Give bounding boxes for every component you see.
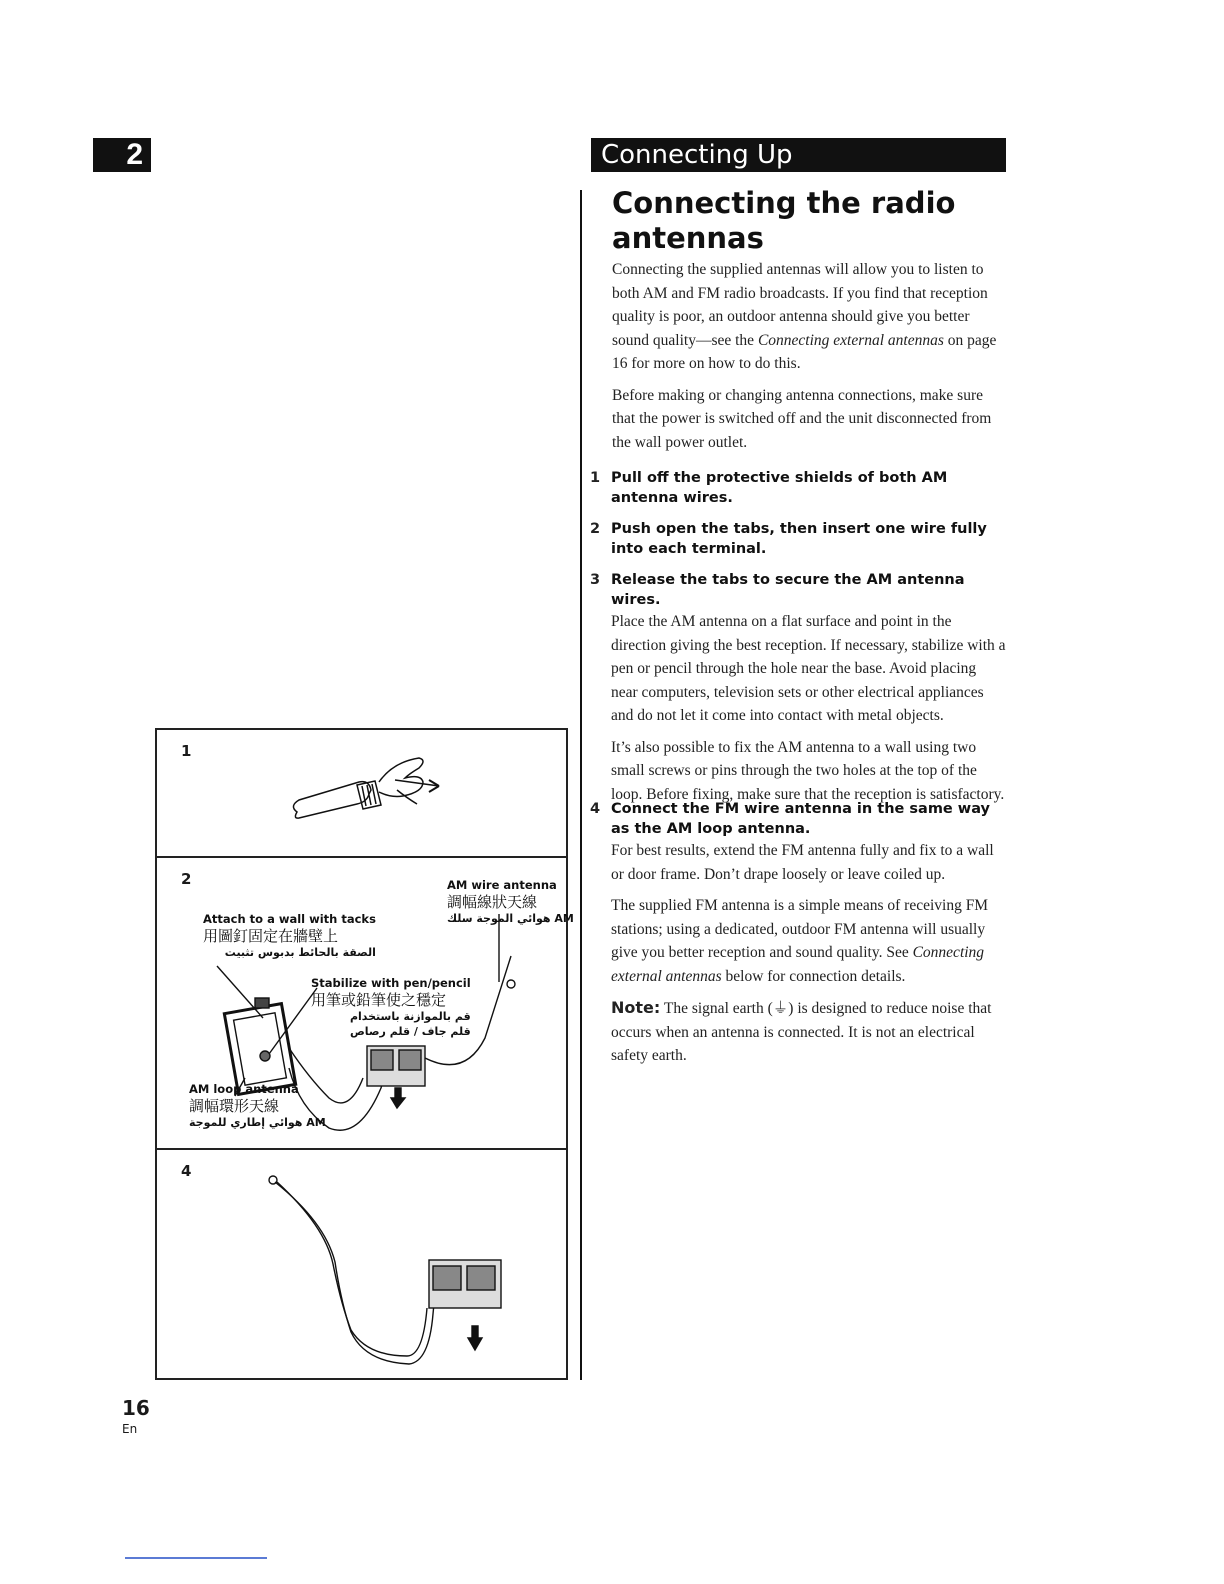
figure-panel-4	[155, 1148, 568, 1380]
label-zh: 調幅環形天線	[189, 1097, 280, 1115]
intro-p1-crossref: Connecting external antennas	[757, 331, 944, 349]
page-number: 16	[122, 1396, 150, 1420]
step-4-text-b: below for connection details.	[721, 967, 906, 985]
footer-line	[125, 1557, 267, 1559]
label-zh: 用筆或鉛筆使之穩定	[311, 991, 447, 1009]
step-1	[590, 468, 1006, 508]
intro-paragraph-2: Before making or changing antenna connections, make sure that the power is switched off and the unit disconnected from the wall power outlet.	[612, 386, 992, 451]
intro-text	[612, 258, 1004, 462]
note-text-a: The signal earth (	[660, 1000, 773, 1017]
step-4-text-a: The supplied FM antenna is a simple means of receiving FM stations; using a dedicated, outdoor FM antenna will usually give you better reception and sound quality. See	[611, 897, 989, 961]
note-label: Note:	[611, 998, 661, 1017]
step-3-paragraph-2: It’s also possible to fix the AM antenna to a wall using two small screws or pins through the two holes at the top of the loop. Before fixing, make sure that the reception is satisfactory.	[611, 738, 1005, 803]
panel-number: 4	[181, 1162, 192, 1180]
am-loop-antenna-label	[189, 1082, 326, 1130]
step-title: Connect the FM wire antenna in the same way as the AM loop antenna.	[611, 801, 990, 837]
heading-line-1: Connecting the radio	[612, 186, 956, 220]
step-number: 3	[590, 572, 601, 588]
signal-earth-icon: ⏚	[772, 1000, 789, 1017]
step-4	[590, 799, 1006, 1076]
intro-p1-text-b: on page 16 for more on how to do this.	[612, 331, 997, 372]
section-title-bar: Connecting Up	[591, 138, 1006, 172]
label-zh: 調幅線狀天線	[447, 893, 538, 911]
page-heading	[612, 186, 1002, 256]
panel-number: 2	[181, 870, 192, 888]
step-4-paragraph-2	[611, 894, 1006, 988]
label-ar: الصقة بالحائط بدبوس تثبيت	[224, 946, 376, 959]
wire-shield-illustration	[157, 730, 566, 856]
figure-panel-1	[155, 728, 568, 858]
label-en: AM wire antenna	[447, 878, 557, 892]
fm-antenna-illustration	[157, 1150, 566, 1378]
step-title: Pull off the protective shields of both AM antenna wires.	[611, 470, 948, 506]
note-text-b: ) is designed to reduce noise that occurs when an antenna is connected. It is not an electrical safety earth.	[611, 1000, 992, 1064]
label-zh: 用圖釘固定在牆壁上	[203, 927, 339, 945]
attach-wall-label	[203, 912, 376, 960]
panel-number: 1	[181, 742, 192, 760]
column-divider	[580, 190, 582, 1380]
step-2	[590, 519, 1006, 559]
stabilize-label	[311, 976, 471, 1039]
label-en: Stabilize with pen/pencil	[311, 976, 471, 990]
step-4-crossref: Connecting external antennas	[611, 944, 985, 985]
step-3-paragraph-1: Place the AM antenna on a flat surface and point in the direction giving the best reception. If necessary, stabilize with a pen or pencil through the hole near the base. Avoid placing near computers, television sets or other electrical appliances and do not let it come into contact with metal objects.	[611, 613, 1006, 724]
label-en: AM loop antenna	[189, 1082, 299, 1096]
figure-panel-2	[155, 856, 574, 1150]
step-description	[611, 610, 1006, 806]
heading-line-2: antennas	[612, 221, 764, 255]
note	[611, 996, 1006, 1068]
step-number: 1	[590, 470, 601, 486]
label-ar-2: قلم جاف / قلم رصاص	[349, 1025, 471, 1038]
chapter-number: 2	[93, 138, 151, 172]
intro-paragraph-1	[612, 258, 1004, 376]
step-number: 2	[590, 521, 601, 537]
step-number: 4	[590, 801, 601, 817]
am-wire-antenna-label	[447, 878, 574, 926]
step-description	[611, 839, 1006, 1068]
label-en: Attach to a wall with tacks	[203, 912, 376, 926]
step-title: Release the tabs to secure the AM antenna wires.	[611, 572, 965, 608]
label-ar: AM هوائي إطاري للموجة	[189, 1116, 326, 1129]
step-4-paragraph-1: For best results, extend the FM antenna fully and fix to a wall or door frame. Don’t drape loosely or leave coiled up.	[611, 842, 994, 883]
label-ar: AM هوائي الموجة سلك	[447, 912, 574, 925]
intro-p1-text-a: Connecting the supplied antennas will allow you to listen to both AM and FM radio broadcasts. If you find that reception quality is poor, an outdoor antenna should give you better sound quality—see the	[612, 261, 988, 349]
label-ar-1: قم بالموازنة باستخدام	[349, 1010, 471, 1023]
step-3	[590, 570, 1006, 814]
step-title: Push open the tabs, then insert one wire fully into each terminal.	[611, 521, 987, 557]
page-language: En	[122, 1422, 138, 1436]
